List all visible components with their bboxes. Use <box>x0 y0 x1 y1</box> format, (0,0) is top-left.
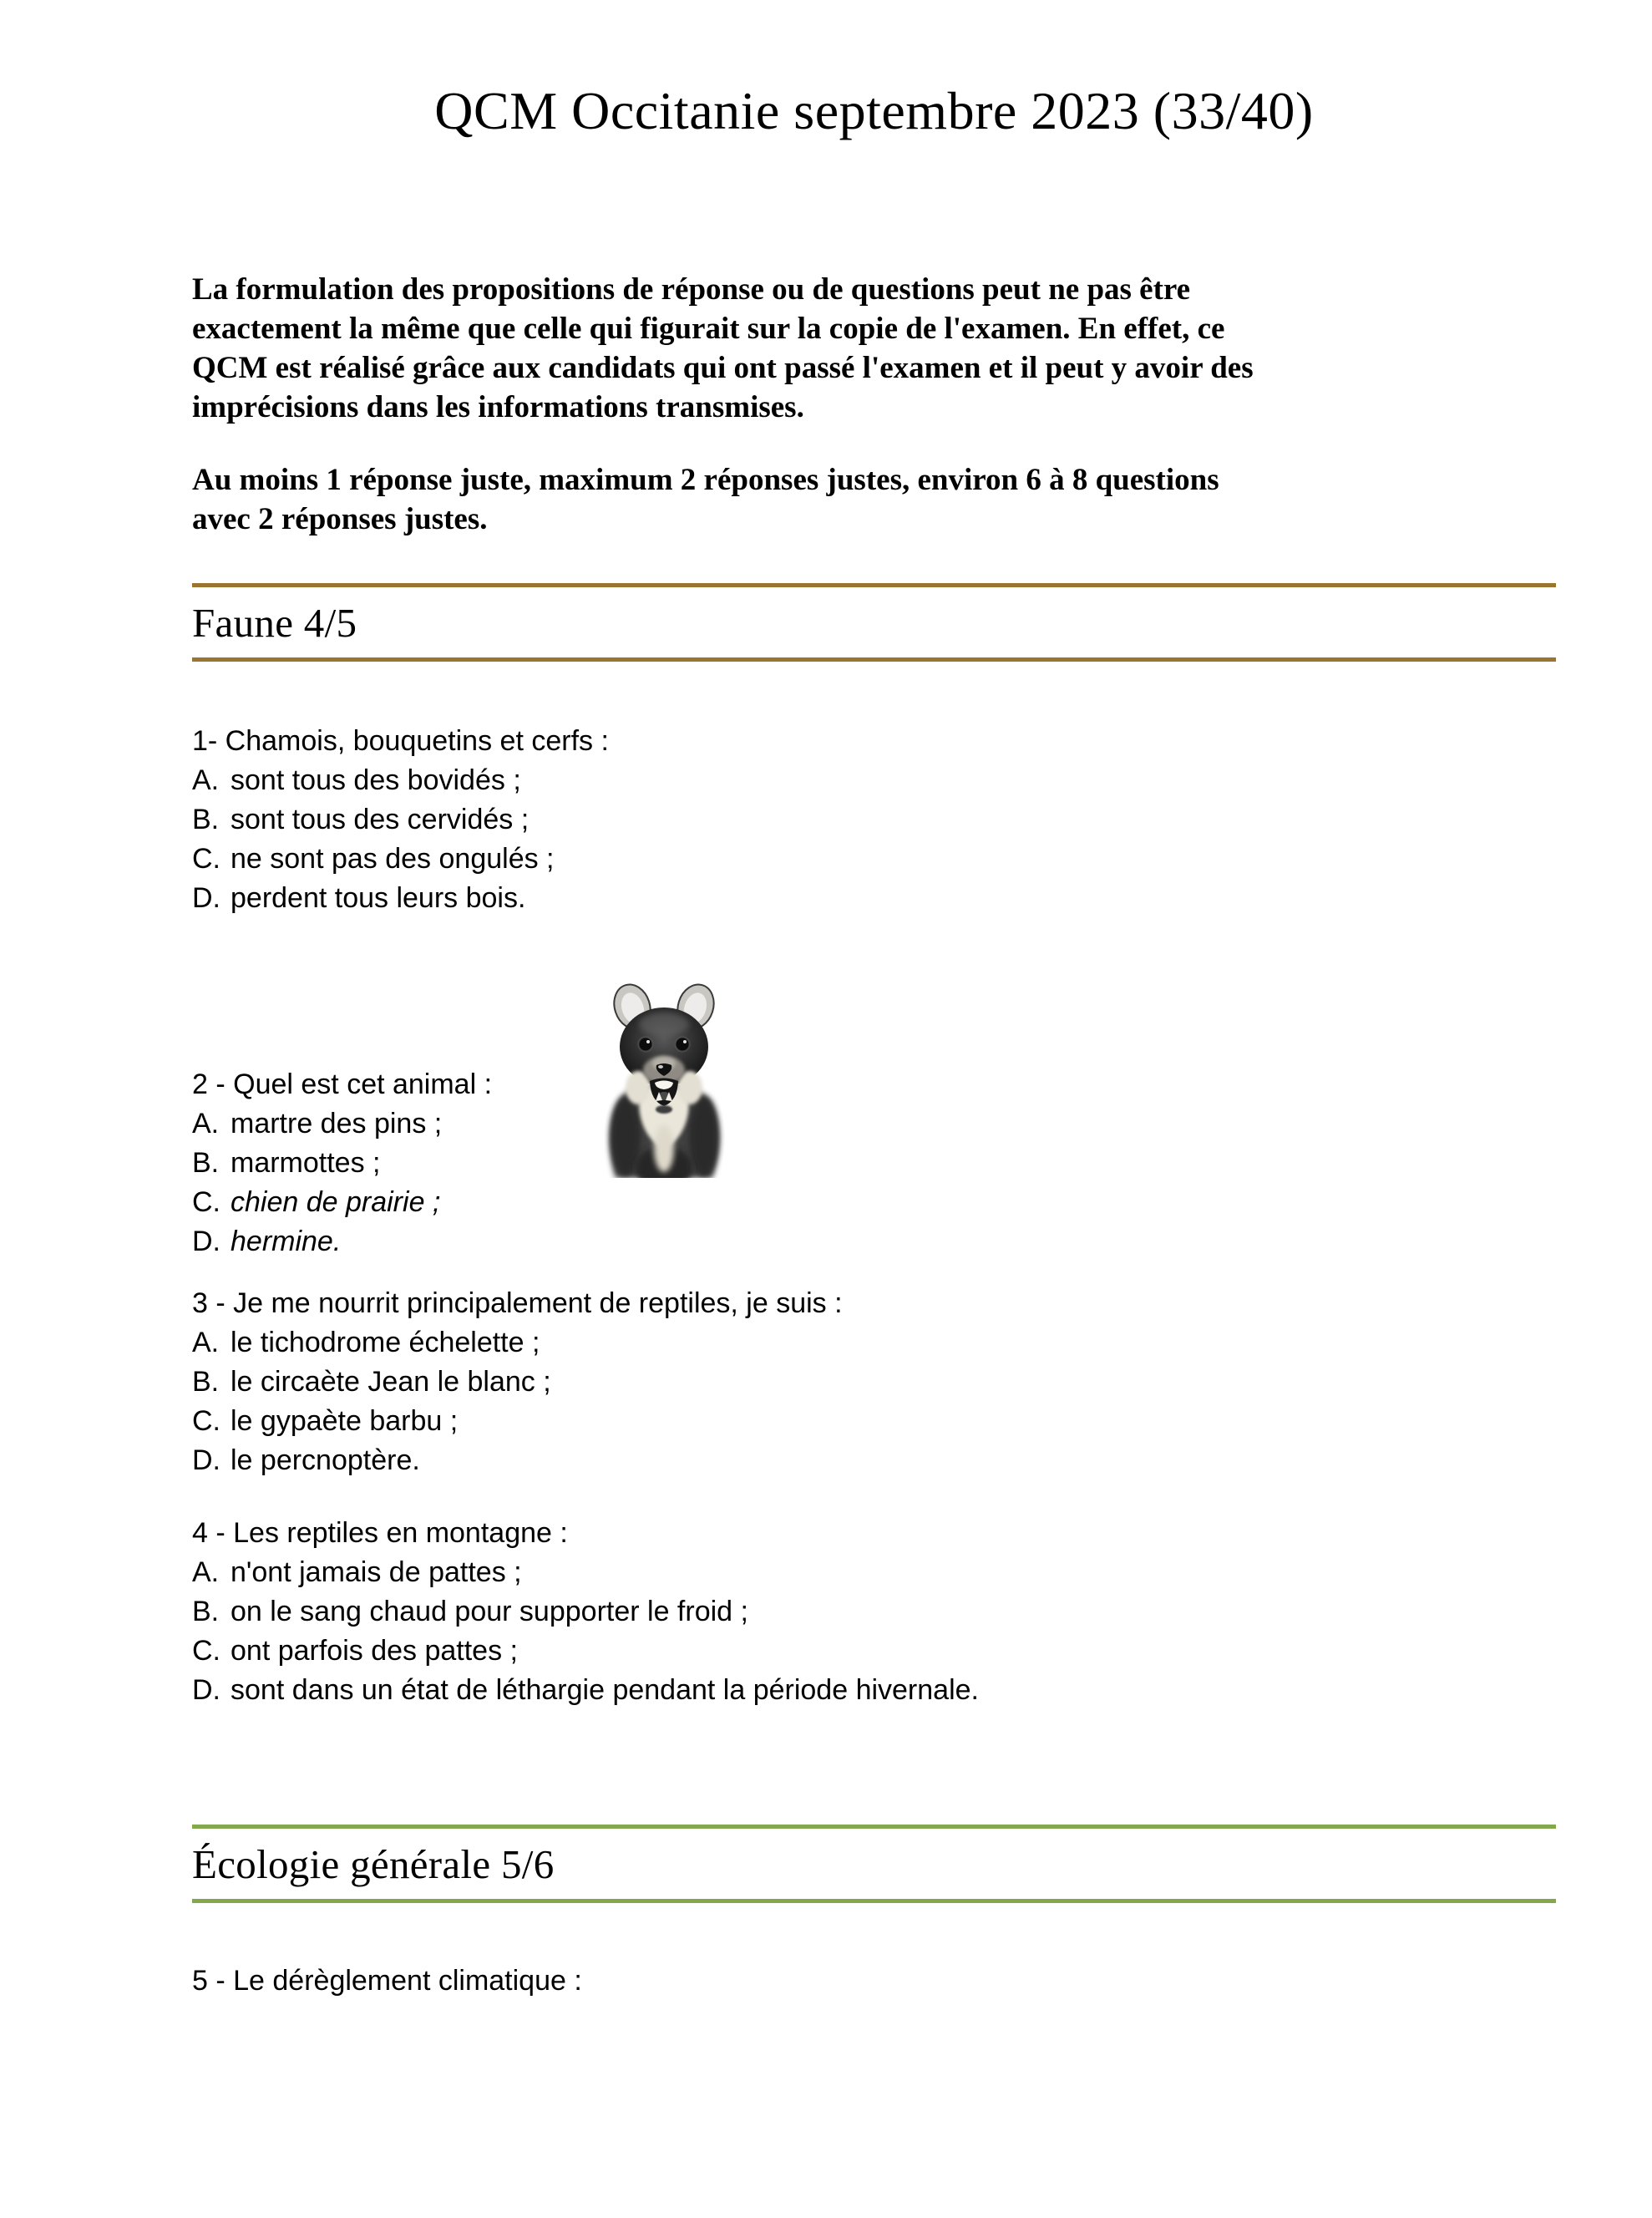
answer-option <box>192 1323 1556 1363</box>
intro-disclaimer <box>192 270 1556 427</box>
option-text: marmottes ; <box>231 1146 381 1179</box>
question-text: 4 - Les reptiles en montagne : <box>192 1516 568 1549</box>
question-3 <box>192 1284 1556 1480</box>
question-text: 2 - Quel est cet animal : <box>192 1068 493 1100</box>
answer-option <box>192 1144 1556 1183</box>
option-text: sont dans un état de léthargie pendant la période hivernale. <box>231 1673 979 1706</box>
question-1 <box>192 722 1556 918</box>
option-label: B. <box>192 803 220 835</box>
pine-marten-drawing <box>590 969 737 1178</box>
option-label: C. <box>192 1185 220 1218</box>
option-text: ne sont pas des ongulés ; <box>231 842 555 875</box>
answer-option <box>192 800 1556 840</box>
option-label: B. <box>192 1365 220 1398</box>
answer-option <box>192 1592 1556 1632</box>
section-header <box>192 583 1556 662</box>
option-text: le circaète Jean le blanc ; <box>231 1365 551 1398</box>
answer-option <box>192 1363 1556 1402</box>
answer-option <box>192 1104 1556 1144</box>
option-label: A. <box>192 1107 220 1139</box>
option-text: n'ont jamais de pattes ; <box>231 1556 522 1588</box>
option-label: D. <box>192 1673 220 1706</box>
option-text: chien de prairie ; <box>231 1185 441 1218</box>
text-line: imprécisions dans les informations transmises. <box>192 389 804 424</box>
question-4 <box>192 1514 1556 1710</box>
pine-marten-drawing <box>590 969 737 1178</box>
text-line: avec 2 réponses justes. <box>192 501 488 536</box>
section-heading: Écologie générale 5/6 <box>192 1840 555 1887</box>
document-page <box>192 79 1556 2001</box>
question-5 <box>192 1962 1556 2001</box>
option-label: A. <box>192 1556 220 1588</box>
page-title: QCM Occitanie septembre 2023 (33/40) <box>434 81 1314 140</box>
answer-option <box>192 1402 1556 1441</box>
option-text: hermine. <box>231 1225 342 1257</box>
question-text: 1- Chamois, bouquetins et cerfs : <box>192 724 609 757</box>
answer-option <box>192 1553 1556 1592</box>
answer-option <box>192 761 1556 800</box>
question-text: 3 - Je me nourrit principalement de reptiles, je suis : <box>192 1287 843 1319</box>
option-text: ont parfois des pattes ; <box>231 1634 518 1667</box>
text-line: QCM est réalisé grâce aux candidats qui ont passé l'examen et il peut y avoir des <box>192 350 1254 385</box>
text-line: La formulation des propositions de réponse ou de questions peut ne pas être <box>192 272 1191 307</box>
option-label: B. <box>192 1146 220 1179</box>
section-ecologie <box>192 1825 1556 2001</box>
intro-rules <box>192 460 1556 539</box>
option-label: A. <box>192 764 220 796</box>
questions-list <box>192 722 1556 1710</box>
option-label: D. <box>192 1444 220 1476</box>
questions-list <box>192 1962 1556 2001</box>
option-label: C. <box>192 1404 220 1437</box>
option-label: C. <box>192 1634 220 1667</box>
question-2 <box>192 969 1556 1261</box>
option-text: sont tous des cervidés ; <box>231 803 530 835</box>
answer-option <box>192 1222 1556 1261</box>
answer-option <box>192 1441 1556 1480</box>
answer-option <box>192 840 1556 879</box>
section-heading: Faune 4/5 <box>192 599 357 646</box>
answer-option <box>192 1632 1556 1671</box>
option-label: B. <box>192 1595 220 1627</box>
answer-option <box>192 1671 1556 1710</box>
option-label: C. <box>192 842 220 875</box>
question-text: 5 - Le dérèglement climatique : <box>192 1964 582 1997</box>
option-text: on le sang chaud pour supporter le froid ; <box>231 1595 748 1627</box>
option-label: A. <box>192 1326 220 1358</box>
option-text: perdent tous leurs bois. <box>231 881 526 914</box>
option-label: D. <box>192 1225 220 1257</box>
option-text: le tichodrome échelette ; <box>231 1326 540 1358</box>
option-text: le percnoptère. <box>231 1444 420 1476</box>
section-faune <box>192 583 1556 1710</box>
option-label: D. <box>192 881 220 914</box>
section-header <box>192 1825 1556 1903</box>
text-line: Au moins 1 réponse juste, maximum 2 réponses justes, environ 6 à 8 questions <box>192 462 1219 497</box>
text-line: exactement la même que celle qui figurait sur la copie de l'examen. En effet, ce <box>192 311 1225 346</box>
option-text: martre des pins ; <box>231 1107 443 1139</box>
option-text: le gypaète barbu ; <box>231 1404 459 1437</box>
answer-option <box>192 879 1556 918</box>
option-text: sont tous des bovidés ; <box>231 764 521 796</box>
answer-option <box>192 1183 1556 1222</box>
